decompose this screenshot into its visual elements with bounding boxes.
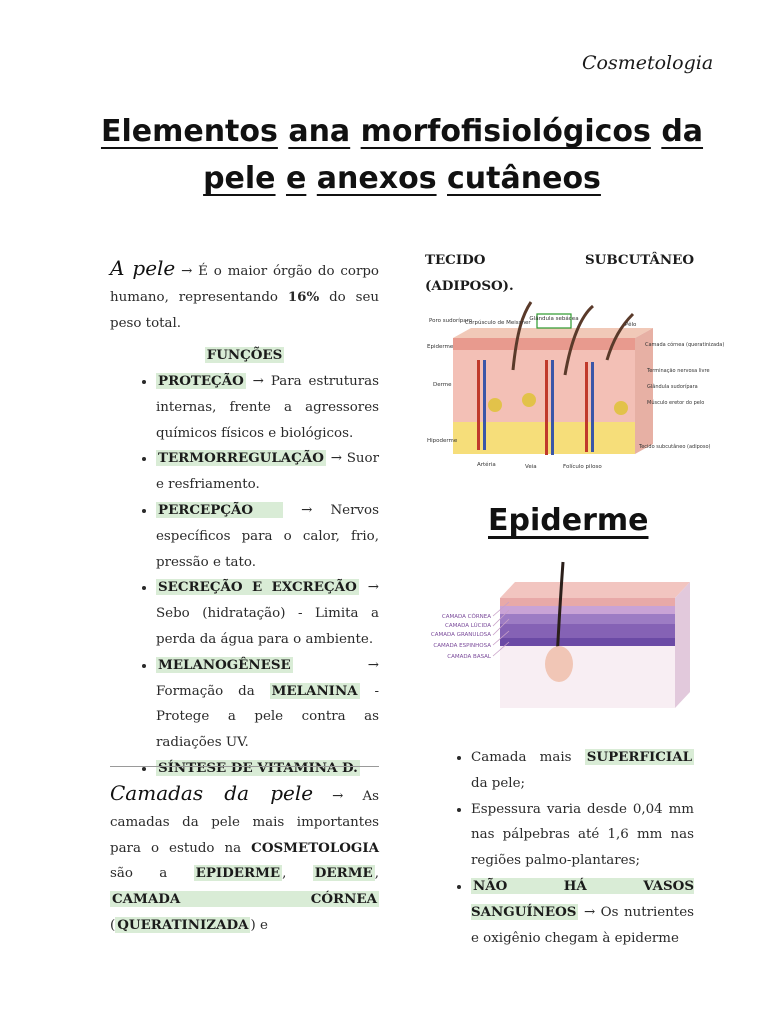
svg-text:Veia: Veia: [525, 464, 537, 470]
svg-text:Camada córnea (queratinizada): Camada córnea (queratinizada): [645, 342, 725, 348]
svg-text:Poro sudoríparo: Poro sudoríparo: [429, 318, 473, 324]
svg-text:Folículo piloso: Folículo piloso: [563, 464, 602, 470]
svg-text:CAMADA CÓRNEA: CAMADA CÓRNEA: [441, 614, 491, 620]
funcoes-label: FUNÇÕES: [206, 347, 283, 363]
list-item: • SÍNTESE DE VITAMINA D.: [156, 756, 379, 782]
hypodermis-block: [453, 422, 635, 454]
svg-text:Corpúsculo de Meissner: Corpúsculo de Meissner: [465, 320, 531, 326]
svg-text:Pêlo: Pêlo: [625, 322, 637, 328]
svg-text:Derme: Derme: [433, 382, 452, 388]
pele-intro: A pele → É o maior órgão do corpo humano, representando 16% do seu peso total.: [110, 256, 379, 331]
list-item: • NÃO HÁ VASOS SANGUÍNEOS → Os nutrientes e oxigênio chegam à epiderme: [471, 874, 694, 951]
list-item: • MELANOGÊNESE → Formação da MELANINA - Protege a pele contra as radiações UV.: [156, 653, 379, 756]
subcutaneo-text: TECIDO SUBCUTÂNEO (ADIPOSO).: [425, 252, 694, 294]
epidermis-diagram: [425, 560, 695, 720]
epiderme-list: [425, 745, 694, 951]
svg-text:Artéria: Artéria: [477, 462, 496, 468]
list-item: • SECREÇÃO E EXCREÇÃO → Sebo (hidratação) - Limita a perda da água para o ambiente.: [156, 575, 379, 652]
skin-surface-top: [453, 328, 653, 338]
camadas-heading: Camadas da pele: [110, 781, 314, 805]
header-tag: Cosmetologia: [582, 52, 714, 74]
epiderme-heading: Epiderme: [488, 503, 649, 538]
dermis-block: [453, 350, 635, 422]
svg-text:Glândula sudorípara: Glândula sudorípara: [647, 384, 698, 390]
svg-text:Músculo eretor do pelo: Músculo eretor do pelo: [647, 400, 705, 406]
skin-diagram: [425, 300, 725, 472]
list-item: • Camada mais SUPERFICIAL da pele;: [471, 745, 694, 797]
functions-list: [110, 369, 379, 782]
list-item: • TERMORREGULAÇÃO → Suor e resfriamento.: [156, 446, 379, 498]
pele-heading: A pele: [110, 256, 176, 280]
svg-text:CAMADA ESPINHOSA: CAMADA ESPINHOSA: [433, 643, 491, 649]
epidermis-block: [453, 338, 635, 350]
svg-text:CAMADA GRANULOSA: CAMADA GRANULOSA: [430, 632, 491, 638]
svg-text:Epiderme: Epiderme: [427, 344, 454, 350]
svg-text:CAMADA LÚCIDA: CAMADA LÚCIDA: [445, 623, 491, 629]
svg-text:Hipoderme: Hipoderme: [427, 438, 458, 444]
svg-text:Terminação nervosa livre: Terminação nervosa livre: [647, 368, 710, 374]
page-title: Elementos ana morfofisiológicos da pele e anexos cutâneos: [100, 114, 704, 196]
divider: [110, 766, 379, 767]
svg-text:Glândula sebácea: Glândula sebácea: [529, 316, 579, 322]
camadas-text: Camadas da pele → As camadas da pele mais importantes para o estudo na COSMETOLOGIA são a EPIDERME , DERME , CAMADA CÓRNEA ( QUERATINIZADA ) e: [110, 781, 380, 933]
svg-text:CAMADA BASAL: CAMADA BASAL: [447, 654, 491, 660]
list-item: • PROTEÇÃO → Para estruturas internas, frente a agressores químicos físicos e biológicos.: [156, 369, 379, 446]
svg-text:Tecido subcutâneo (adiposo): Tecido subcutâneo (adiposo): [639, 444, 711, 450]
list-item: • PERCEPÇÃO → Nervos específicos para o calor, frio, pressão e tato.: [156, 498, 379, 575]
list-item: • Espessura varia desde 0,04 mm nas pálpebras até 1,6 mm nas regiões palmo-plantares;: [471, 797, 694, 874]
